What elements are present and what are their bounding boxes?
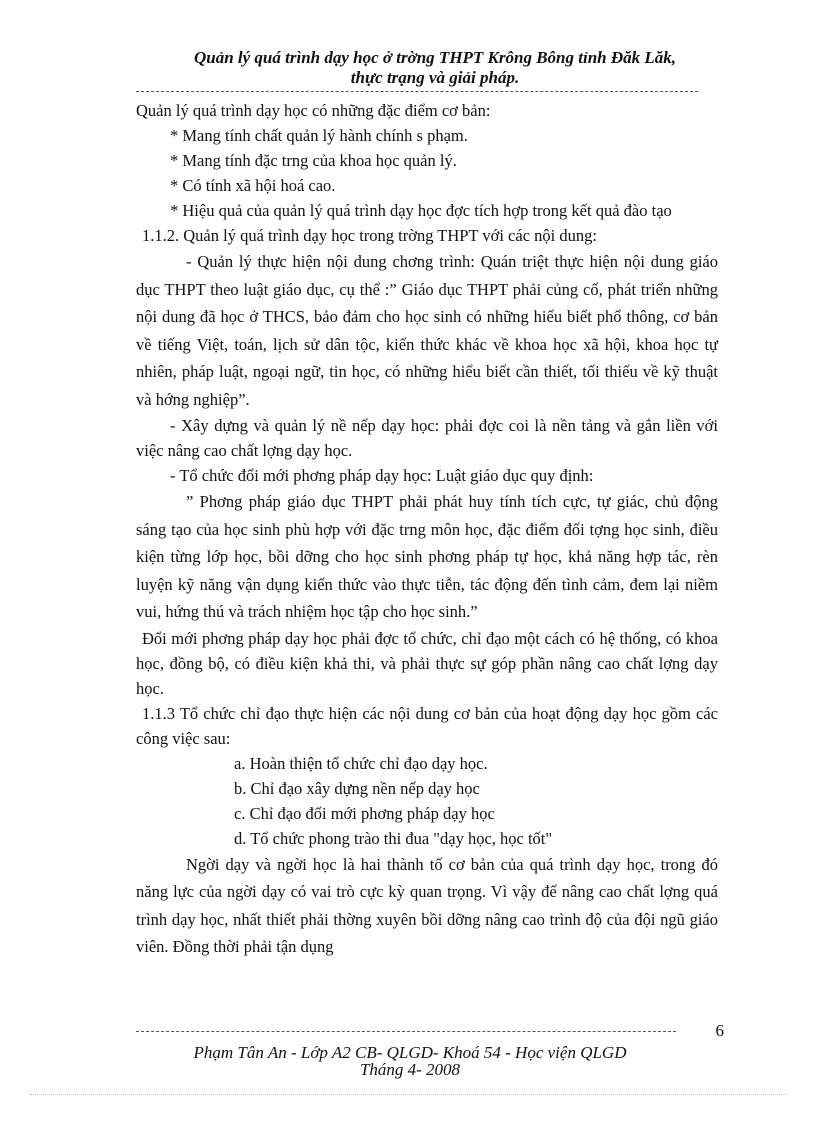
list-item: c. Chỉ đạo đổi mới phơng pháp dạy học [234, 803, 495, 823]
list-item: b. Chỉ đạo xây dựng nền nếp dạy học [234, 778, 480, 798]
list-item: a. Hoàn thiện tổ chức chỉ đạo dạy học. [234, 753, 488, 773]
footer [120, 1044, 700, 1078]
header-divider [136, 91, 698, 92]
paragraph-content-management: - Quản lý thực hiện nội dung chơng trình: Quán triệt thực hiện nội dung giáo dục THPT theo luật giáo dục, cụ thể :” Giáo dục THPT phải củng cố, phát triển những nội dung đã học ở THCS, bảo đảm cho học sinh có những hiểu biết phổ thông, cơ bản về tiếng Việt, toán, lịch sử dân tộc, kiến thức khác về khoa học xã hội, khoa học tự nhiên, pháp luật, ngoại ngữ, tin học, có những hiểu biết cần thiết, tối thiểu về kỹ thuật và hớng nghiệp”. [136, 252, 718, 409]
page-number: 6 [715, 1021, 724, 1040]
paragraph-method-renewal: - Tổ chức đổi mới phơng pháp dạy học: Luật giáo dục quy định: [170, 466, 594, 485]
list-item: d. Tổ chức phong trào thi đua "dạy học, học tốt" [234, 828, 553, 848]
footer-date-line: Tháng 4- 2008 [359, 1060, 461, 1079]
footer-author-line: Phạm Tân An - Lớp A2 CB- QLGD- Khoá 54 - Học viện QLGD [193, 1043, 627, 1062]
section-heading-1-1-2: 1.1.2. Quản lý quá trình dạy học trong trờng THPT với các nội dung: [142, 226, 597, 245]
footer-divider [136, 1031, 676, 1032]
section-heading-1-1-3: 1.1.3 Tổ chức chỉ đạo thực hiện các nội dung cơ bản của hoạt động dạy học gồm các công việc sau: [136, 703, 718, 748]
header-title-line-1: Quản lý quá trình dạy học ở trờng THPT Krông Bông tỉnh Đăk Lăk, [193, 48, 677, 67]
bullet-item: * Có tính xã hội hoá cao. [170, 176, 336, 195]
bullet-item: * Mang tính đặc trng của khoa học quản lý. [170, 151, 457, 170]
paragraph-intro: Quản lý quá trình dạy học có những đặc điểm cơ bản: [136, 101, 491, 120]
bullet-item: * Hiệu quả của quản lý quá trình dạy học đợc tích hợp trong kết quả đào tạo [170, 201, 672, 220]
body-text [136, 98, 718, 961]
paragraph-teachers: Ngời dạy và ngời học là hai thành tố cơ bản của quá trình dạy học, trong đó năng lực của ngời dạy có vai trò cực kỳ quan trọng. Vì vậy để nâng cao chất lợng quá trình dạy học, nhất thiết phải thờng xuyên bồi dỡng nâng cao trình độ của đội ngũ giáo viên. Đồng thời phải tận dụng [136, 854, 718, 956]
page-bottom-border [30, 1094, 786, 1095]
bullet-item: * Mang tính chất quản lý hành chính s phạm. [170, 126, 468, 145]
header-title [100, 48, 770, 88]
paragraph-discipline: - Xây dựng và quản lý nề nếp dạy học: phải đợc coi là nền tảng và gắn liền với việc nâng cao chất lợng dạy học. [136, 416, 718, 460]
header-title-line-2: thực trạng và giải pháp. [350, 68, 520, 87]
paragraph-law-quote: ” Phơng pháp giáo dục THPT phải phát huy tính tích cực, tự giác, chủ động sáng tạo của học sinh phù hợp với đặc trng môn học, đặc điểm đối tợng học sinh, điều kiện từng lớp học, bồi dỡng cho học sinh phơng pháp tự học, khả năng hợp tác, rèn luyện kỹ năng vận dụng kiến thức vào thực tiễn, tác động đến tình cảm, đem lại niềm vui, hứng thú và trách nhiệm học tập cho học sinh.” [136, 492, 718, 621]
paragraph-method-renewal-summary: Đổi mới phơng pháp dạy học phải đợc tổ chức, chỉ đạo một cách có hệ thống, có khoa học, đồng bộ, có điều kiện khả thi, và phải thực sự góp phần nâng cao chất lợng dạy học. [136, 628, 718, 698]
